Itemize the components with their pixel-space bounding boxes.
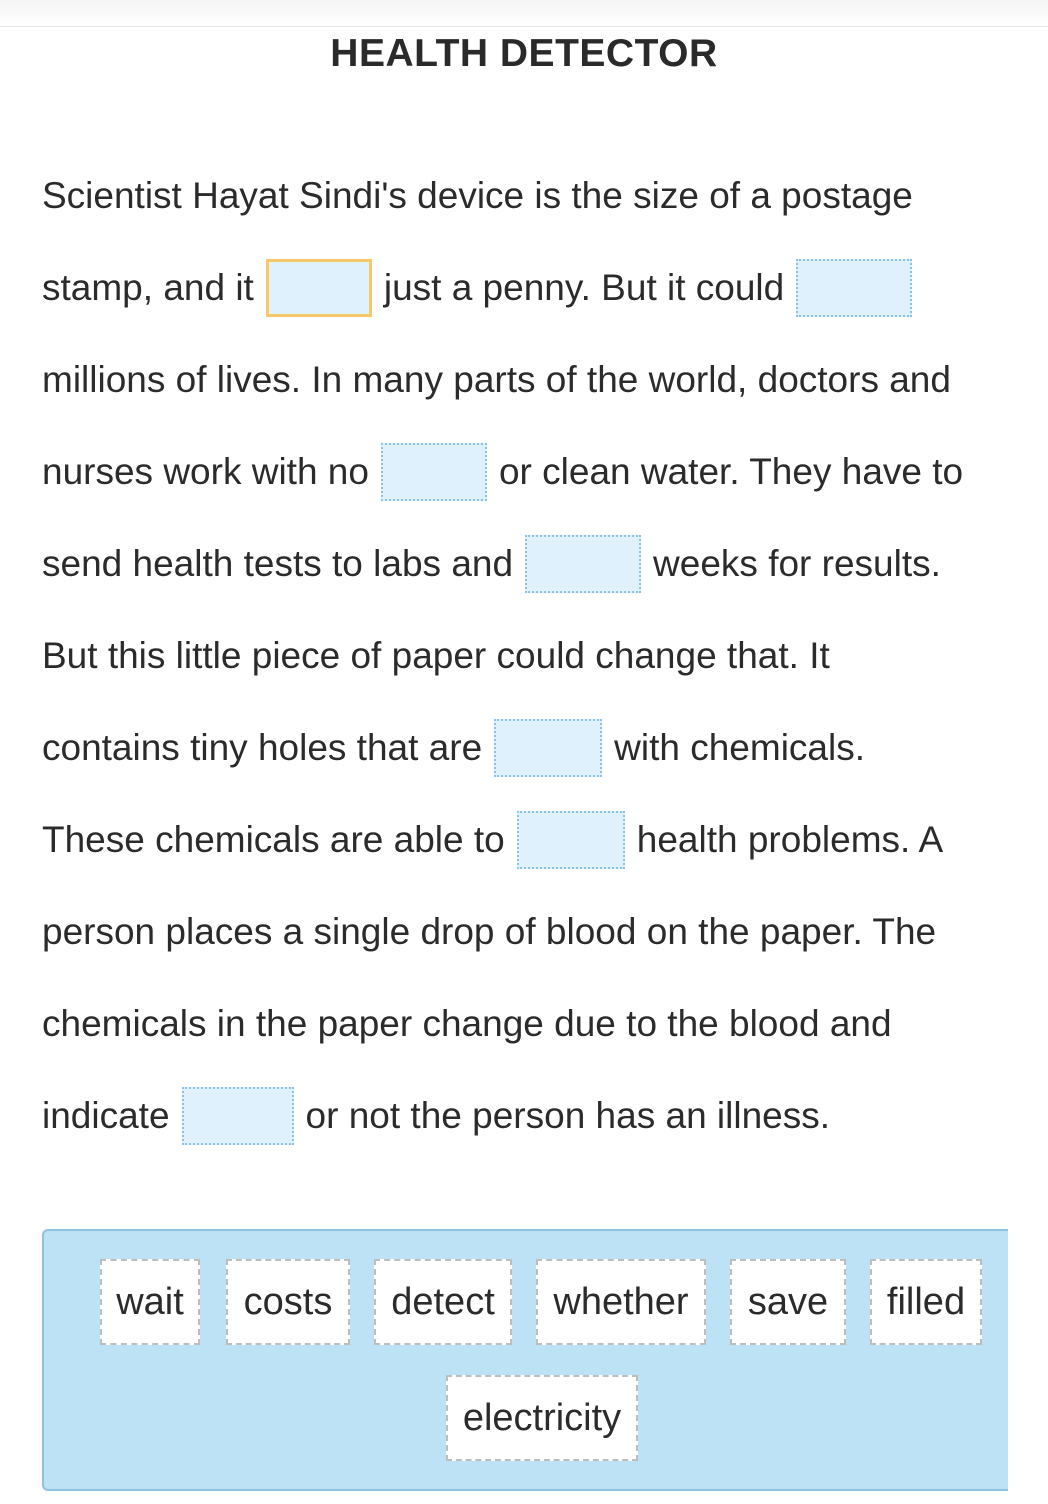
blank-5[interactable] bbox=[494, 719, 602, 777]
blank-2[interactable] bbox=[796, 259, 912, 317]
passage-text: or not the person has an illness. bbox=[305, 1095, 831, 1136]
passage-line-6 bbox=[42, 610, 1022, 702]
word-chip-filled[interactable]: filled bbox=[870, 1259, 982, 1345]
top-bar bbox=[0, 0, 1048, 27]
passage-line-7 bbox=[42, 702, 1022, 794]
passage-text: just a penny. But it could bbox=[383, 267, 785, 308]
passage-text: indicate bbox=[42, 1095, 170, 1136]
blank-4[interactable] bbox=[525, 535, 641, 593]
passage-text: But this little piece of paper could change that. It bbox=[42, 635, 830, 676]
passage-line-9 bbox=[42, 886, 1022, 978]
passage-line-10 bbox=[42, 978, 1022, 1070]
word-chip-detect[interactable]: detect bbox=[374, 1259, 512, 1345]
passage-text: or clean water. They have to bbox=[498, 451, 964, 492]
passage-text: stamp, and it bbox=[42, 267, 254, 308]
word-chip-whether[interactable]: whether bbox=[536, 1259, 706, 1345]
page-title: HEALTH DETECTOR bbox=[330, 32, 718, 75]
passage-text: millions of lives. In many parts of the world, doctors and bbox=[42, 359, 951, 400]
passage-line-1 bbox=[42, 150, 1022, 242]
passage-text: send health tests to labs and bbox=[42, 543, 514, 584]
word-chip-wait[interactable]: wait bbox=[100, 1259, 200, 1345]
blank-3[interactable] bbox=[381, 443, 487, 501]
word-chip-save[interactable]: save bbox=[730, 1259, 846, 1345]
word-bank bbox=[42, 1229, 1008, 1491]
passage-text: Scientist Hayat Sindi's device is the size of a postage bbox=[42, 175, 913, 216]
passage-line-5 bbox=[42, 518, 1022, 610]
passage-text: with chemicals. bbox=[614, 727, 866, 768]
blank-1[interactable] bbox=[266, 259, 372, 317]
word-chip-costs[interactable]: costs bbox=[226, 1259, 350, 1345]
passage-text: weeks for results. bbox=[653, 543, 941, 584]
passage-text: nurses work with no bbox=[42, 451, 369, 492]
passage-text: These chemicals are able to bbox=[42, 819, 505, 860]
passage-line-11 bbox=[42, 1070, 1022, 1162]
word-chip-electricity[interactable]: electricity bbox=[446, 1375, 638, 1461]
passage-text: person places a single drop of blood on the paper. The bbox=[42, 911, 937, 952]
blank-6[interactable] bbox=[517, 811, 625, 869]
passage-text: health problems. A bbox=[636, 819, 944, 860]
passage bbox=[42, 150, 1022, 1162]
passage-line-2 bbox=[42, 242, 1022, 334]
blank-7[interactable] bbox=[182, 1087, 294, 1145]
passage-line-4 bbox=[42, 426, 1022, 518]
passage-text: contains tiny holes that are bbox=[42, 727, 483, 768]
passage-line-8 bbox=[42, 794, 1022, 886]
passage-line-3 bbox=[42, 334, 1022, 426]
passage-text: chemicals in the paper change due to the blood and bbox=[42, 1003, 892, 1044]
